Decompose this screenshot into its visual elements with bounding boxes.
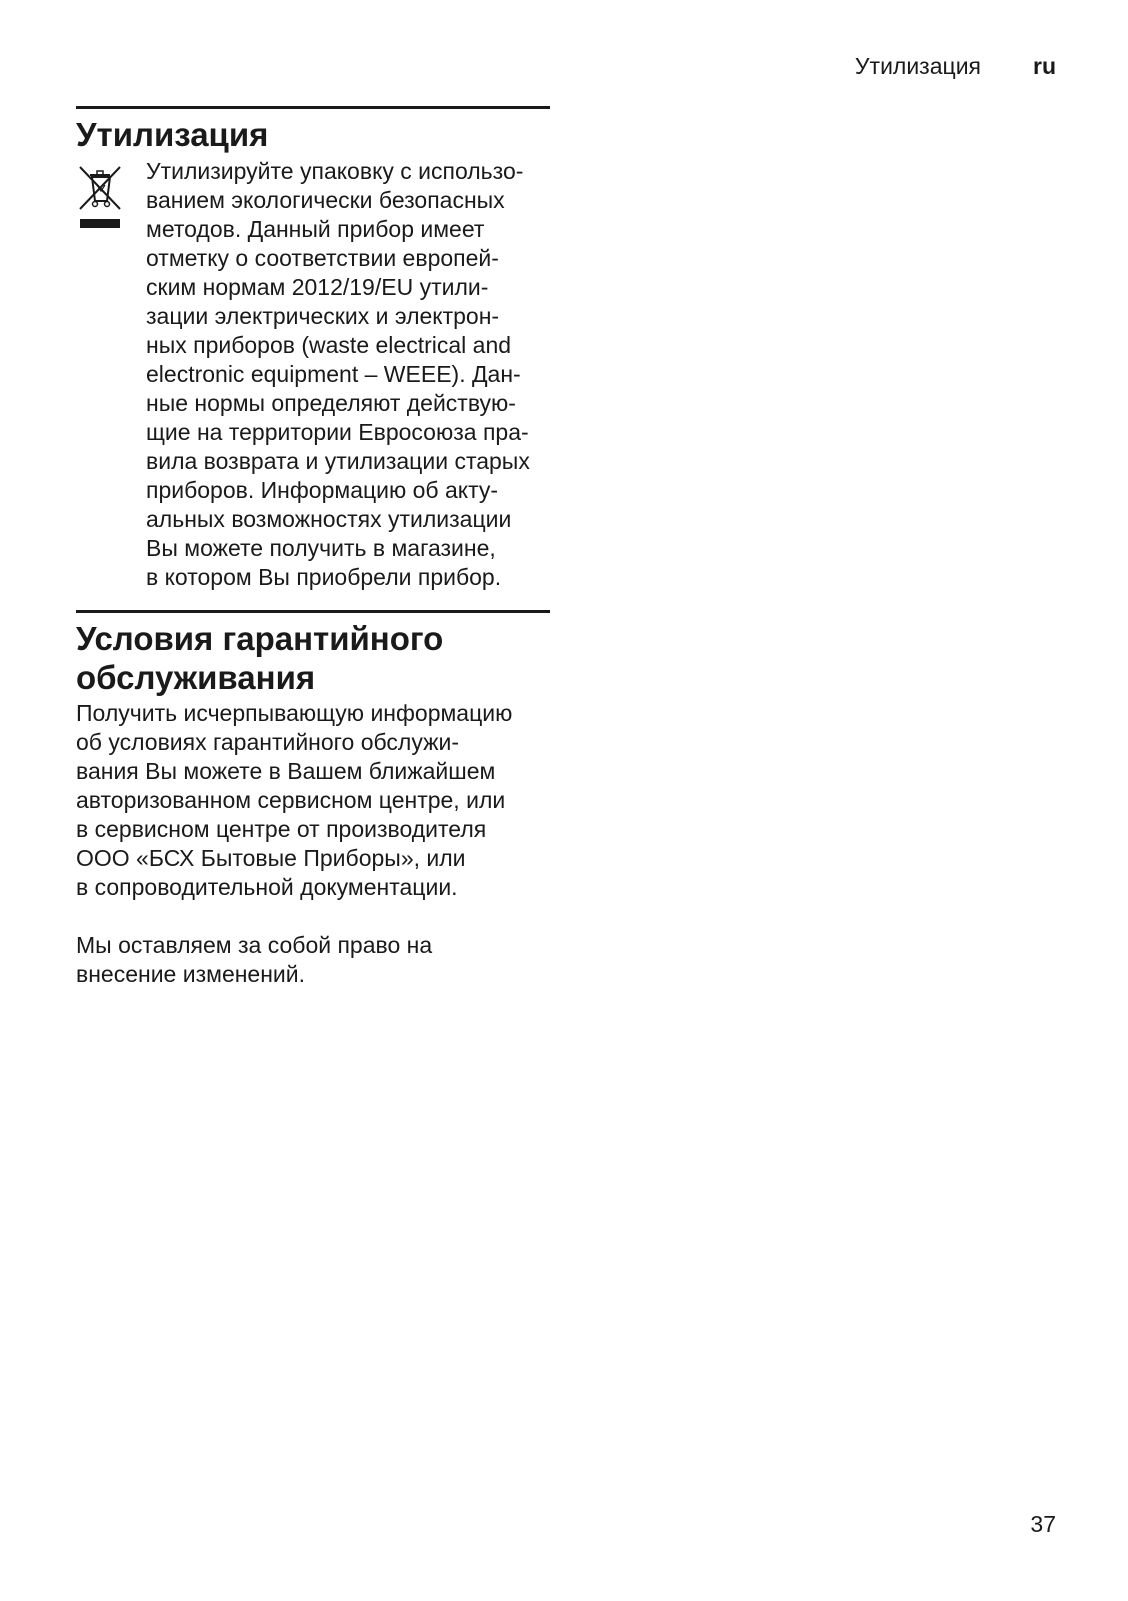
text-line: зации электрических и электрон- — [146, 303, 500, 329]
text-line: Утилизируйте упаковку с использо- — [146, 158, 524, 184]
text-line: методов. Данный прибор имеет — [146, 216, 485, 242]
text-line: альных возможностях утилизации — [146, 506, 512, 532]
page-number: 37 — [1030, 1511, 1056, 1537]
text-line: ные нормы определяют действую- — [146, 390, 516, 416]
language-code: ru — [1033, 53, 1056, 79]
text-line: вания Вы можете в Вашем ближайшем — [76, 758, 496, 784]
section-rule — [76, 610, 550, 613]
text-line: в сопроводительной документации. — [76, 874, 458, 900]
text-line: внесение изменений. — [76, 961, 306, 987]
text-line: авторизованном сервисном центре, или — [76, 787, 506, 813]
changes-note — [76, 931, 550, 989]
warranty-paragraph — [76, 699, 550, 902]
disposal-title: Утилизация — [76, 116, 269, 153]
main-column — [76, 106, 550, 989]
text-line: в сервисном центре от производителя — [76, 816, 487, 842]
weee-block — [76, 157, 550, 592]
text-line: ским нормам 2012/19/EU утили- — [146, 274, 489, 300]
section-rule — [76, 106, 550, 109]
text-line: об условиях гарантийного обслужи- — [76, 729, 460, 755]
text-line: вила возврата и утилизации старых — [146, 448, 530, 474]
running-header-section: Утилизация — [854, 53, 981, 79]
text-line: Мы оставляем за собой право на — [76, 932, 433, 958]
text-line: в котором Вы приобрели прибор. — [146, 564, 502, 590]
text-line: щие на территории Евросоюза пра- — [146, 419, 529, 445]
text-line: Вы можете получить в магазине, — [146, 535, 496, 561]
text-line: Получить исчерпывающую информацию — [76, 700, 513, 726]
crossed-out-wheelie-bin-icon — [76, 163, 124, 233]
disposal-section — [76, 106, 550, 592]
text-line: отметку о соответствии европей- — [146, 245, 499, 271]
text-line: ООО «БСХ Бытовые Приборы», или — [76, 845, 466, 871]
warranty-title-line: Условия гарантийного — [76, 620, 444, 657]
text-line: electronic equipment – WEEE). Дан- — [146, 361, 521, 387]
text-line: ных приборов (waste electrical and — [146, 332, 512, 358]
disposal-text — [146, 157, 550, 592]
text-line: приборов. Информацию об акту- — [146, 477, 499, 503]
warranty-section — [76, 610, 550, 989]
warranty-title-line: обслуживания — [76, 659, 316, 696]
running-header — [855, 50, 1056, 82]
text-line: ванием экологически безопасных — [146, 187, 505, 213]
warranty-title — [76, 619, 550, 697]
